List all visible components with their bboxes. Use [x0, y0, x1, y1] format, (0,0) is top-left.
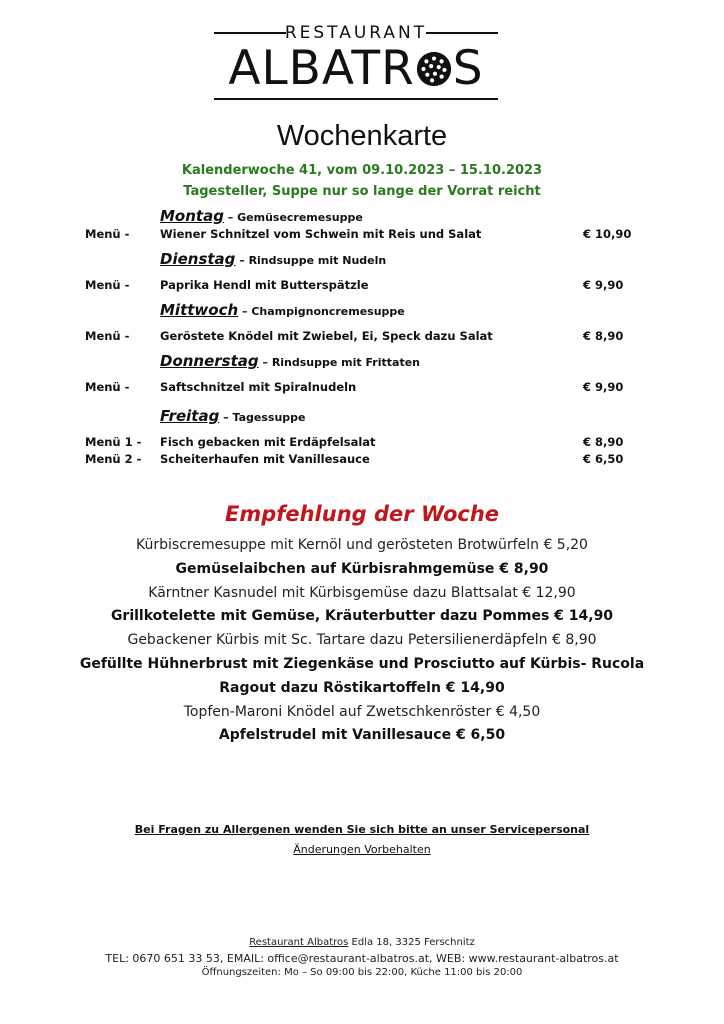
day-name: Dienstag [160, 250, 236, 268]
day-header-freitag [160, 407, 305, 425]
recommendation-item: Apfelstrudel mit Vanillesauce € 6,50 [218, 727, 506, 743]
menu-label: Menü - [85, 278, 130, 292]
day-header-mittwoch [160, 301, 405, 319]
menu-label: Menü - [85, 380, 130, 394]
menu-dish: Paprika Hendl mit Butterspätzle [160, 278, 369, 292]
footer-contact: TEL: 0670 651 33 53, EMAIL: office@restaurant-albatros.at, WEB: www.restaurant-albatros.at [105, 952, 619, 965]
logo-small-text: RESTAURANT [284, 23, 428, 43]
golf-ball-icon [415, 50, 453, 88]
day-header-dienstag [160, 250, 386, 268]
recommendation-item: Topfen-Maroni Knödel auf Zwetschkenröster € 4,50 [183, 704, 541, 720]
menu-dish: Geröstete Knödel mit Zwiebel, Ei, Speck dazu Salat [160, 329, 493, 343]
week-subtitle: Kalenderwoche 41, vom 09.10.2023 – 15.10.2023 [181, 163, 543, 178]
recommendation-item: Kürbiscremesuppe mit Kernöl und gerösteten Brotwürfeln € 5,20 [136, 537, 588, 553]
page-title: Wochenkarte [276, 120, 448, 152]
changes-note: Änderungen Vorbehalten [293, 843, 431, 856]
menu-dish: Saftschnitzel mit Spiralnudeln [160, 380, 357, 394]
day-header-montag [160, 207, 363, 225]
recommendation-item: Gemüselaibchen auf Kürbisrahmgemüse € 8,90 [175, 561, 549, 577]
logo-big-pre: ALBATR [228, 41, 415, 96]
day-soup: – Gemüsecremesuppe [223, 211, 363, 224]
day-name: Montag [160, 207, 224, 225]
allergen-note: Bei Fragen zu Allergenen wenden Sie sich bitte an unser Servicepersonal [134, 823, 590, 836]
recommendation-item: Kärntner Kasnudel mit Kürbisgemüse dazu Blattsalat € 12,90 [148, 585, 576, 601]
day-name: Donnerstag [160, 352, 259, 370]
footer-restaurant-name: Restaurant Albatros [249, 937, 349, 948]
day-name: Freitag [160, 407, 220, 425]
logo-rule-bottom [214, 98, 498, 100]
menu-label: Menü - [85, 227, 130, 241]
menu-dish: Wiener Schnitzel vom Schwein mit Reis und Salat [160, 227, 482, 241]
day-soup: – Rindsuppe mit Frittaten [258, 356, 420, 369]
menu-label: Menü 1 - [85, 435, 142, 449]
footer-address-text: Edla 18, 3325 Ferschnitz [348, 937, 475, 948]
menu-dish: Scheiterhaufen mit Vanillesauce [160, 452, 370, 466]
day-soup: – Rindsuppe mit Nudeln [235, 254, 387, 267]
footer-address [0, 937, 724, 948]
menu-label: Menü - [85, 329, 130, 343]
recommendation-item: Grillkotelette mit Gemüse, Kräuterbutter dazu Pommes € 14,90 [110, 608, 614, 624]
menu-dish: Fisch gebacken mit Erdäpfelsalat [160, 435, 376, 449]
logo-big-post: S [452, 41, 484, 96]
recommendation-item: Gebackener Kürbis mit Sc. Tartare dazu Petersilienerdäpfeln € 8,90 [127, 632, 597, 648]
menu-price: € 8,90 [583, 435, 624, 449]
logo-big-text [210, 42, 502, 96]
menu-price: € 8,90 [583, 329, 624, 343]
recommendation-item: Ragout dazu Röstikartoffeln € 14,90 [219, 680, 505, 696]
menu-price: € 10,90 [583, 227, 632, 241]
menu-label: Menü 2 - [85, 452, 142, 466]
day-soup: – Tagessuppe [219, 411, 306, 424]
day-header-donnerstag [160, 352, 420, 370]
restaurant-logo [210, 22, 502, 102]
day-soup: – Champignoncremesuppe [238, 305, 405, 318]
day-name: Mittwoch [160, 301, 239, 319]
recommendation-title: Empfehlung der Woche [224, 502, 500, 526]
footer-hours: Öffnungszeiten: Mo – So 09:00 bis 22:00, Küche 11:00 bis 20:00 [201, 967, 523, 978]
recommendation-item: Gefüllte Hühnerbrust mit Ziegenkäse und Prosciutto auf Kürbis- Rucola [79, 656, 645, 672]
availability-note: Tagesteller, Suppe nur so lange der Vorrat reicht [183, 184, 541, 199]
menu-price: € 9,90 [583, 380, 624, 394]
menu-price: € 6,50 [583, 452, 624, 466]
menu-price: € 9,90 [583, 278, 624, 292]
